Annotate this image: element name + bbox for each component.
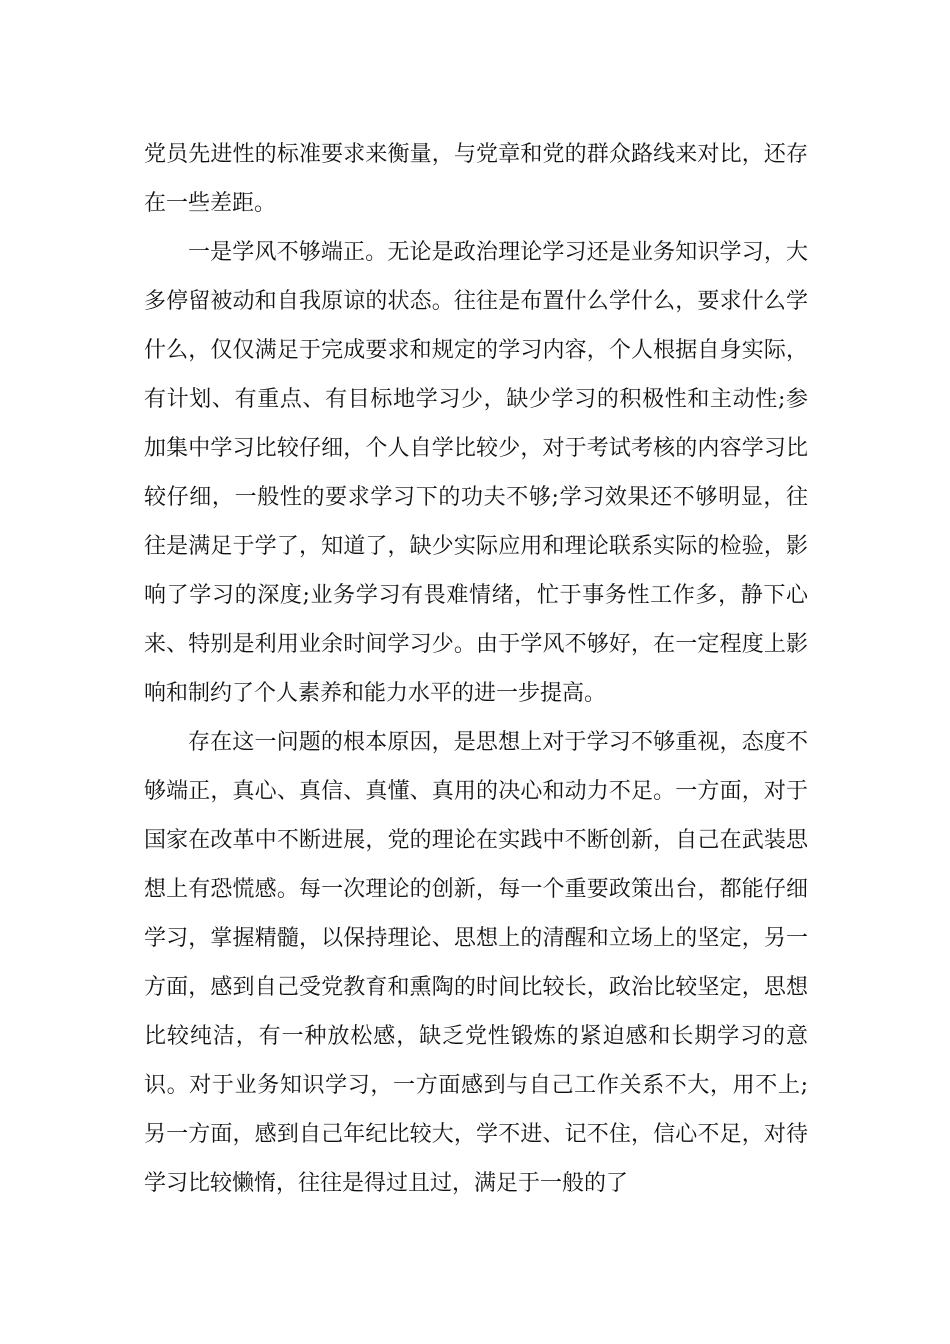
paragraph-continuation: 党员先进性的标准要求来衡量，与党章和党的群众路线来对比，还存在一些差距。 bbox=[144, 142, 808, 216]
paragraph-study-style: 一是学风不够端正。无论是政治理论学习还是业务知识学习，大多停留被动和自我原谅的状态。往往是布置什么学什么，要求什么学什么，仅仅满足于完成要求和规定的学习内容，个人根据自身实际，有计划、有重点、有目标地学习少，缺少学习的积极性和主动性;参加集中学习比较仔细，个人自学比较少，对于考试考核的内容学习比较仔细，一般性的要求学习下的功夫不够;学习效果还不够明显，往往是满足于学了，知道了，缺少实际应用和理论联系实际的检验，影响了学习的深度;业务学习有畏难情绪，忙于事务性工作多，静下心来、特别是利用业余时间学习少。由于学风不够好，在一定程度上影响和制约了个人素养和能力水平的进一步提高。 bbox=[144, 240, 808, 706]
document-body bbox=[144, 130, 808, 1208]
paragraph-root-cause: 存在这一问题的根本原因，是思想上对于学习不够重视，态度不够端正，真心、真信、真懂、真用的决心和动力不足。一方面，对于国家在改革中不断进展，党的理论在实践中不断创新，自己在武装思想上有恐慌感。每一次理论的创新，每一个重要政策出台，都能仔细学习，掌握精髓，以保持理论、思想上的清醒和立场上的坚定，另一方面，感到自己受党教育和熏陶的时间比较长，政治比较坚定，思想比较纯洁，有一种放松感，缺乏党性锻炼的紧迫感和长期学习的意识。对于业务知识学习，一方面感到与自己工作关系不大，用不上;另一方面，感到自己年纪比较大，学不进、记不住，信心不足，对待学习比较懒惰，往往是得过且过，满足于一般的了 bbox=[144, 730, 808, 1196]
